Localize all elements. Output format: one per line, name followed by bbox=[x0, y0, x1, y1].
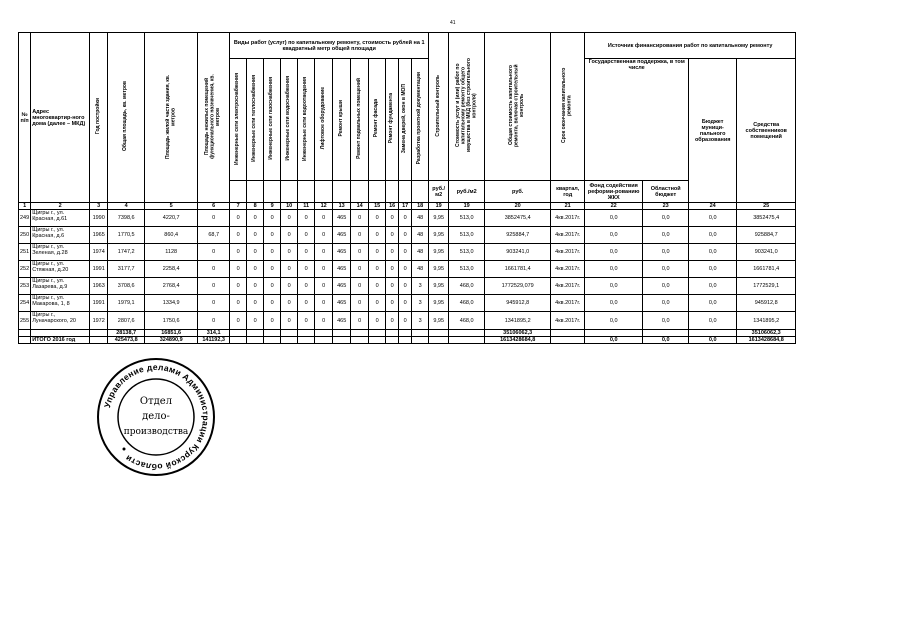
row-control: 9,95 bbox=[429, 295, 449, 312]
grand-total-owners: 1613428684,8 bbox=[737, 337, 796, 344]
header-work-7: Ремонт крыши bbox=[337, 100, 344, 137]
row-deadline: 4кв.2017г. bbox=[551, 312, 585, 330]
column-number: 22 bbox=[585, 203, 643, 210]
row-work-cost: 0 bbox=[399, 278, 412, 295]
column-number: 13 bbox=[333, 203, 351, 210]
row-address: Щигры г., ул. Красная, д.61 bbox=[31, 210, 90, 227]
row-municipal: 0,0 bbox=[689, 210, 737, 227]
row-regional: 0,0 bbox=[643, 210, 689, 227]
row-work-cost: 0 bbox=[264, 312, 281, 330]
row-control: 9,95 bbox=[429, 244, 449, 261]
column-number: 10 bbox=[281, 203, 298, 210]
row-work-cost: 0 bbox=[386, 278, 399, 295]
row-total-cost: 903241,0 bbox=[485, 244, 551, 261]
row-work-cost: 0 bbox=[298, 210, 315, 227]
header-total-area: Общая площадь, кв. метров bbox=[122, 81, 129, 152]
column-number: 8 bbox=[247, 203, 264, 210]
header-address: Адрес многоквартир-ного дома (далее – МКД) bbox=[31, 33, 90, 203]
table-row bbox=[19, 312, 796, 330]
row-year: 1990 bbox=[90, 210, 108, 227]
header-work-2: Инженерные сети теплоснабжения bbox=[251, 75, 258, 162]
row-work-cost: 3 bbox=[412, 295, 429, 312]
row-work-cost: 0 bbox=[230, 261, 247, 278]
page-number: 41 bbox=[450, 20, 456, 26]
row-total-area: 3708,6 bbox=[108, 278, 145, 295]
row-unit-cost: 468,0 bbox=[449, 312, 485, 330]
header-deadline: Срок окончания капитального ремонта bbox=[561, 67, 573, 144]
row-work-cost: 465 bbox=[333, 244, 351, 261]
row-unit-cost: 513,0 bbox=[449, 261, 485, 278]
row-work-cost: 0 bbox=[315, 312, 333, 330]
grand-total-fund: 0,0 bbox=[585, 337, 643, 344]
row-work-cost: 0 bbox=[369, 312, 386, 330]
column-number: 6 bbox=[198, 203, 230, 210]
row-owners: 945912,8 bbox=[737, 295, 796, 312]
row-total-area: 1747,2 bbox=[108, 244, 145, 261]
header-work-3: Инженерные сети газоснабжения bbox=[268, 77, 275, 160]
row-work-cost: 0 bbox=[399, 295, 412, 312]
column-number: 24 bbox=[689, 203, 737, 210]
subtotal-total-area: 28138,7 bbox=[108, 330, 145, 337]
row-work-cost: 0 bbox=[386, 244, 399, 261]
row-work-cost: 3 bbox=[412, 312, 429, 330]
row-work-cost: 0 bbox=[351, 261, 369, 278]
row-living-area: 1128 bbox=[145, 244, 198, 261]
header-work-1: Инженерные сети электроснабжения bbox=[234, 72, 241, 165]
column-number: 17 bbox=[399, 203, 412, 210]
row-deadline: 4кв.2017г. bbox=[551, 210, 585, 227]
row-deadline: 4кв.2017г. bbox=[551, 295, 585, 312]
header-work-11: Замена дверей, окон в МОП bbox=[401, 83, 408, 154]
subtotal-living-area: 16851,6 bbox=[145, 330, 198, 337]
stamp-graphic bbox=[95, 356, 217, 478]
row-work-cost: 0 bbox=[281, 210, 298, 227]
row-municipal: 0,0 bbox=[689, 261, 737, 278]
row-address: Щигры г., Луначарского, 20 bbox=[31, 312, 90, 330]
row-year: 1991 bbox=[90, 295, 108, 312]
row-work-cost: 0 bbox=[386, 227, 399, 244]
row-work-cost: 0 bbox=[247, 227, 264, 244]
row-municipal: 0,0 bbox=[689, 295, 737, 312]
row-work-cost: 0 bbox=[298, 312, 315, 330]
row-year: 1974 bbox=[90, 244, 108, 261]
row-total-cost: 925884,7 bbox=[485, 227, 551, 244]
unit-21: квартал, год bbox=[551, 181, 585, 203]
row-work-cost: 465 bbox=[333, 227, 351, 244]
header-unit-cost: Стоимость услуг и (или) работ по капитальному ремонту общего имущества в МКД (без строительного контроля) bbox=[454, 58, 478, 153]
header-total-cost: Общая стоимость капитального ремонта, включая строительный контроль bbox=[508, 64, 526, 147]
row-owners: 925884,7 bbox=[737, 227, 796, 244]
row-unit-cost: 468,0 bbox=[449, 295, 485, 312]
column-number: 3 bbox=[90, 203, 108, 210]
header-work-5: Инженерные сети водоотведения bbox=[302, 76, 309, 161]
row-total-cost: 3852475,4 bbox=[485, 210, 551, 227]
row-work-cost: 0 bbox=[264, 295, 281, 312]
row-living-area: 1750,6 bbox=[145, 312, 198, 330]
row-control: 9,95 bbox=[429, 278, 449, 295]
row-work-cost: 0 bbox=[351, 278, 369, 295]
row-owners: 3852475,4 bbox=[737, 210, 796, 227]
row-fund: 0,0 bbox=[585, 227, 643, 244]
row-work-cost: 0 bbox=[386, 312, 399, 330]
column-number: 19 bbox=[449, 203, 485, 210]
grand-total-cost: 1613428684,8 bbox=[485, 337, 551, 344]
row-work-cost: 465 bbox=[333, 312, 351, 330]
row-work-cost: 0 bbox=[369, 244, 386, 261]
column-numbers-row bbox=[19, 203, 796, 210]
header-work-12: Разработка проектной документации bbox=[416, 72, 423, 165]
row-number: 252 bbox=[19, 261, 31, 278]
row-nonliving-area: 68,7 bbox=[198, 227, 230, 244]
row-work-cost: 0 bbox=[264, 261, 281, 278]
row-regional: 0,0 bbox=[643, 261, 689, 278]
row-work-cost: 0 bbox=[399, 312, 412, 330]
row-owners: 1341895,2 bbox=[737, 312, 796, 330]
grand-total-label: ИТОГО 2016 год bbox=[31, 337, 90, 344]
row-total-area: 1770,5 bbox=[108, 227, 145, 244]
row-work-cost: 0 bbox=[264, 210, 281, 227]
subtotal-nonliving-area: 314,1 bbox=[198, 330, 230, 337]
table-row bbox=[19, 227, 796, 244]
column-number: 9 bbox=[264, 203, 281, 210]
row-living-area: 1334,9 bbox=[145, 295, 198, 312]
row-number: 249 bbox=[19, 210, 31, 227]
row-regional: 0,0 bbox=[643, 227, 689, 244]
row-work-cost: 0 bbox=[351, 210, 369, 227]
stamp-dot bbox=[123, 448, 126, 451]
column-number: 4 bbox=[108, 203, 145, 210]
row-year: 1965 bbox=[90, 227, 108, 244]
column-number: 2 bbox=[31, 203, 90, 210]
row-work-cost: 0 bbox=[399, 244, 412, 261]
grand-total-regional: 0,0 bbox=[643, 337, 689, 344]
row-work-cost: 465 bbox=[333, 295, 351, 312]
row-number: 254 bbox=[19, 295, 31, 312]
row-owners: 1661781,4 bbox=[737, 261, 796, 278]
row-year: 1991 bbox=[90, 261, 108, 278]
row-work-cost: 0 bbox=[315, 244, 333, 261]
header-no: № п/п bbox=[19, 33, 31, 203]
row-work-cost: 0 bbox=[369, 210, 386, 227]
header-work-9: Ремонт фасада bbox=[373, 99, 380, 138]
row-work-cost: 0 bbox=[351, 227, 369, 244]
header-work-6: Лифтовое оборудование bbox=[319, 87, 326, 150]
row-work-cost: 0 bbox=[369, 295, 386, 312]
column-number: 20 bbox=[485, 203, 551, 210]
row-fund: 0,0 bbox=[585, 244, 643, 261]
row-work-cost: 0 bbox=[298, 295, 315, 312]
row-nonliving-area: 0 bbox=[198, 312, 230, 330]
unit-20: руб. bbox=[485, 181, 551, 203]
row-municipal: 0,0 bbox=[689, 227, 737, 244]
row-work-cost: 0 bbox=[298, 261, 315, 278]
row-total-area: 7398,6 bbox=[108, 210, 145, 227]
row-work-cost: 0 bbox=[247, 295, 264, 312]
row-total-cost: 1341895,2 bbox=[485, 312, 551, 330]
row-work-cost: 0 bbox=[298, 278, 315, 295]
row-unit-cost: 468,0 bbox=[449, 278, 485, 295]
row-work-cost: 0 bbox=[298, 227, 315, 244]
row-work-cost: 0 bbox=[369, 278, 386, 295]
table-row bbox=[19, 278, 796, 295]
row-work-cost: 0 bbox=[298, 244, 315, 261]
row-deadline: 4кв.2017г. bbox=[551, 278, 585, 295]
header-funding-group: Источник финансирования работ по капитальному ремонту bbox=[585, 33, 796, 59]
row-work-cost: 0 bbox=[230, 210, 247, 227]
header-regional: Областной бюджет bbox=[643, 181, 689, 203]
row-work-cost: 0 bbox=[351, 295, 369, 312]
row-year: 1972 bbox=[90, 312, 108, 330]
row-work-cost: 0 bbox=[351, 312, 369, 330]
row-year: 1963 bbox=[90, 278, 108, 295]
row-address: Щигры г., ул. Красная, д.6 bbox=[31, 227, 90, 244]
row-work-cost: 0 bbox=[315, 278, 333, 295]
header-works-group: Виды работ (услуг) по капитальному ремонту, стоимость рублей на 1 квадратный метр общей площади bbox=[230, 33, 429, 59]
row-municipal: 0,0 bbox=[689, 244, 737, 261]
column-number: 12 bbox=[315, 203, 333, 210]
row-work-cost: 0 bbox=[230, 227, 247, 244]
row-address: Щигры г., ул. Стяжная, д.20 bbox=[31, 261, 90, 278]
row-work-cost: 0 bbox=[247, 312, 264, 330]
column-number: 18 bbox=[412, 203, 429, 210]
row-work-cost: 0 bbox=[230, 295, 247, 312]
table-row bbox=[19, 261, 796, 278]
grand-total-nonliving-area: 141192,3 bbox=[198, 337, 230, 344]
column-number: 7 bbox=[230, 203, 247, 210]
header-work-13: Строительный контроль bbox=[434, 74, 441, 137]
column-number: 19 bbox=[429, 203, 449, 210]
unit-19: руб./ м2 bbox=[429, 181, 449, 203]
row-work-cost: 0 bbox=[247, 210, 264, 227]
row-work-cost: 0 bbox=[281, 312, 298, 330]
row-work-cost: 0 bbox=[315, 210, 333, 227]
table-row bbox=[19, 295, 796, 312]
row-work-cost: 465 bbox=[333, 210, 351, 227]
row-nonliving-area: 0 bbox=[198, 261, 230, 278]
row-work-cost: 0 bbox=[369, 227, 386, 244]
column-number: 14 bbox=[351, 203, 369, 210]
grand-total-municipal: 0,0 bbox=[689, 337, 737, 344]
row-owners: 903241,0 bbox=[737, 244, 796, 261]
row-regional: 0,0 bbox=[643, 295, 689, 312]
header-municipal: Бюджет муници-пального образования bbox=[689, 59, 737, 203]
row-work-cost: 48 bbox=[412, 210, 429, 227]
row-work-cost: 0 bbox=[264, 278, 281, 295]
row-fund: 0,0 bbox=[585, 261, 643, 278]
header-nonliving-area: Площадь нежилых помещений функционального назначения, кв. метров bbox=[204, 74, 222, 159]
row-total-cost: 945912,8 bbox=[485, 295, 551, 312]
row-municipal: 0,0 bbox=[689, 278, 737, 295]
table-row bbox=[19, 244, 796, 261]
row-control: 9,95 bbox=[429, 312, 449, 330]
row-work-cost: 0 bbox=[386, 210, 399, 227]
column-number: 23 bbox=[643, 203, 689, 210]
row-unit-cost: 513,0 bbox=[449, 227, 485, 244]
row-fund: 0,0 bbox=[585, 210, 643, 227]
row-work-cost: 48 bbox=[412, 261, 429, 278]
grand-total-total-area: 425473,8 bbox=[108, 337, 145, 344]
row-work-cost: 48 bbox=[412, 227, 429, 244]
column-number: 16 bbox=[386, 203, 399, 210]
column-number: 1 bbox=[19, 203, 31, 210]
row-regional: 0,0 bbox=[643, 244, 689, 261]
row-control: 9,95 bbox=[429, 227, 449, 244]
row-address: Щигры г., ул. Зеленая, д.28 bbox=[31, 244, 90, 261]
row-work-cost: 0 bbox=[386, 295, 399, 312]
row-work-cost: 0 bbox=[230, 244, 247, 261]
header-year: Год постройки bbox=[94, 98, 101, 135]
column-number: 11 bbox=[298, 203, 315, 210]
row-total-area: 1979,1 bbox=[108, 295, 145, 312]
row-deadline: 4кв.2017г. bbox=[551, 261, 585, 278]
row-nonliving-area: 0 bbox=[198, 278, 230, 295]
row-unit-cost: 513,0 bbox=[449, 210, 485, 227]
table-row bbox=[19, 210, 796, 227]
row-number: 255 bbox=[19, 312, 31, 330]
row-work-cost: 3 bbox=[412, 278, 429, 295]
row-work-cost: 0 bbox=[399, 210, 412, 227]
header-living-area: Площадь жилой части здания, кв. метров bbox=[164, 74, 177, 159]
row-number: 253 bbox=[19, 278, 31, 295]
row-nonliving-area: 0 bbox=[198, 244, 230, 261]
row-work-cost: 0 bbox=[281, 295, 298, 312]
row-living-area: 2258,4 bbox=[145, 261, 198, 278]
subtotal-owners: 35106062,3 bbox=[737, 330, 796, 337]
row-control: 9,95 bbox=[429, 210, 449, 227]
row-regional: 0,0 bbox=[643, 312, 689, 330]
subtotal-row bbox=[19, 330, 796, 337]
column-number: 5 bbox=[145, 203, 198, 210]
row-work-cost: 0 bbox=[247, 244, 264, 261]
row-work-cost: 0 bbox=[247, 278, 264, 295]
row-living-area: 860,4 bbox=[145, 227, 198, 244]
row-work-cost: 0 bbox=[315, 261, 333, 278]
row-living-area: 2768,4 bbox=[145, 278, 198, 295]
row-regional: 0,0 bbox=[643, 278, 689, 295]
row-total-area: 2807,6 bbox=[108, 312, 145, 330]
row-work-cost: 0 bbox=[230, 278, 247, 295]
grand-total-living-area: 324890,9 bbox=[145, 337, 198, 344]
row-work-cost: 0 bbox=[281, 244, 298, 261]
row-work-cost: 0 bbox=[315, 227, 333, 244]
row-address: Щигры г., ул. Макарова, 1, 8 bbox=[31, 295, 90, 312]
row-fund: 0,0 bbox=[585, 295, 643, 312]
column-number: 25 bbox=[737, 203, 796, 210]
header-fund: Фонд содействия реформи-рованию ЖКХ bbox=[585, 181, 643, 203]
row-work-cost: 0 bbox=[399, 227, 412, 244]
row-deadline: 4кв.2017г. bbox=[551, 227, 585, 244]
row-work-cost: 0 bbox=[264, 244, 281, 261]
row-work-cost: 465 bbox=[333, 278, 351, 295]
row-fund: 0,0 bbox=[585, 278, 643, 295]
row-work-cost: 465 bbox=[333, 261, 351, 278]
column-number: 21 bbox=[551, 203, 585, 210]
row-work-cost: 0 bbox=[230, 312, 247, 330]
stamp-center-line-1: Отдел bbox=[139, 396, 173, 407]
office-stamp bbox=[95, 356, 217, 478]
row-work-cost: 0 bbox=[369, 261, 386, 278]
row-total-area: 3177,7 bbox=[108, 261, 145, 278]
row-work-cost: 0 bbox=[386, 261, 399, 278]
row-number: 250 bbox=[19, 227, 31, 244]
capital-repair-register-table bbox=[18, 32, 796, 344]
row-work-cost: 0 bbox=[399, 261, 412, 278]
row-work-cost: 0 bbox=[315, 295, 333, 312]
row-fund: 0,0 bbox=[585, 312, 643, 330]
header-work-10: Ремонт фундамента bbox=[388, 93, 395, 144]
row-owners: 1772529,1 bbox=[737, 278, 796, 295]
row-nonliving-area: 0 bbox=[198, 295, 230, 312]
row-control: 9,95 bbox=[429, 261, 449, 278]
row-address: Щигры г., ул. Лазарева, д.9 bbox=[31, 278, 90, 295]
row-municipal: 0,0 bbox=[689, 312, 737, 330]
row-work-cost: 48 bbox=[412, 244, 429, 261]
row-work-cost: 0 bbox=[281, 227, 298, 244]
grand-total-row bbox=[19, 337, 796, 344]
unit-19b: руб./м2 bbox=[449, 181, 485, 203]
row-nonliving-area: 0 bbox=[198, 210, 230, 227]
subtotal-cost: 35106062,3 bbox=[485, 330, 551, 337]
row-unit-cost: 513,0 bbox=[449, 244, 485, 261]
row-work-cost: 0 bbox=[281, 278, 298, 295]
row-work-cost: 0 bbox=[247, 261, 264, 278]
row-work-cost: 0 bbox=[281, 261, 298, 278]
row-total-cost: 1661781,4 bbox=[485, 261, 551, 278]
row-deadline: 4кв.2017г. bbox=[551, 244, 585, 261]
header-owners: Средства собственников помещений bbox=[737, 59, 796, 203]
row-work-cost: 0 bbox=[264, 227, 281, 244]
header-state-support: Государственная поддержка, в том числе bbox=[585, 59, 689, 181]
stamp-center-line-2: дело- bbox=[142, 411, 170, 422]
stamp-outer-text: Управление делами Администрации Курской области bbox=[101, 361, 212, 473]
header-work-8: Ремонт подвальных помещений bbox=[355, 78, 362, 159]
row-work-cost: 0 bbox=[351, 244, 369, 261]
stamp-center-line-3: производства bbox=[123, 427, 189, 437]
row-total-cost: 1772529,079 bbox=[485, 278, 551, 295]
row-living-area: 4220,7 bbox=[145, 210, 198, 227]
column-number: 15 bbox=[369, 203, 386, 210]
row-number: 251 bbox=[19, 244, 31, 261]
header-work-4: Инженерные сети водоснабжения bbox=[285, 76, 292, 161]
